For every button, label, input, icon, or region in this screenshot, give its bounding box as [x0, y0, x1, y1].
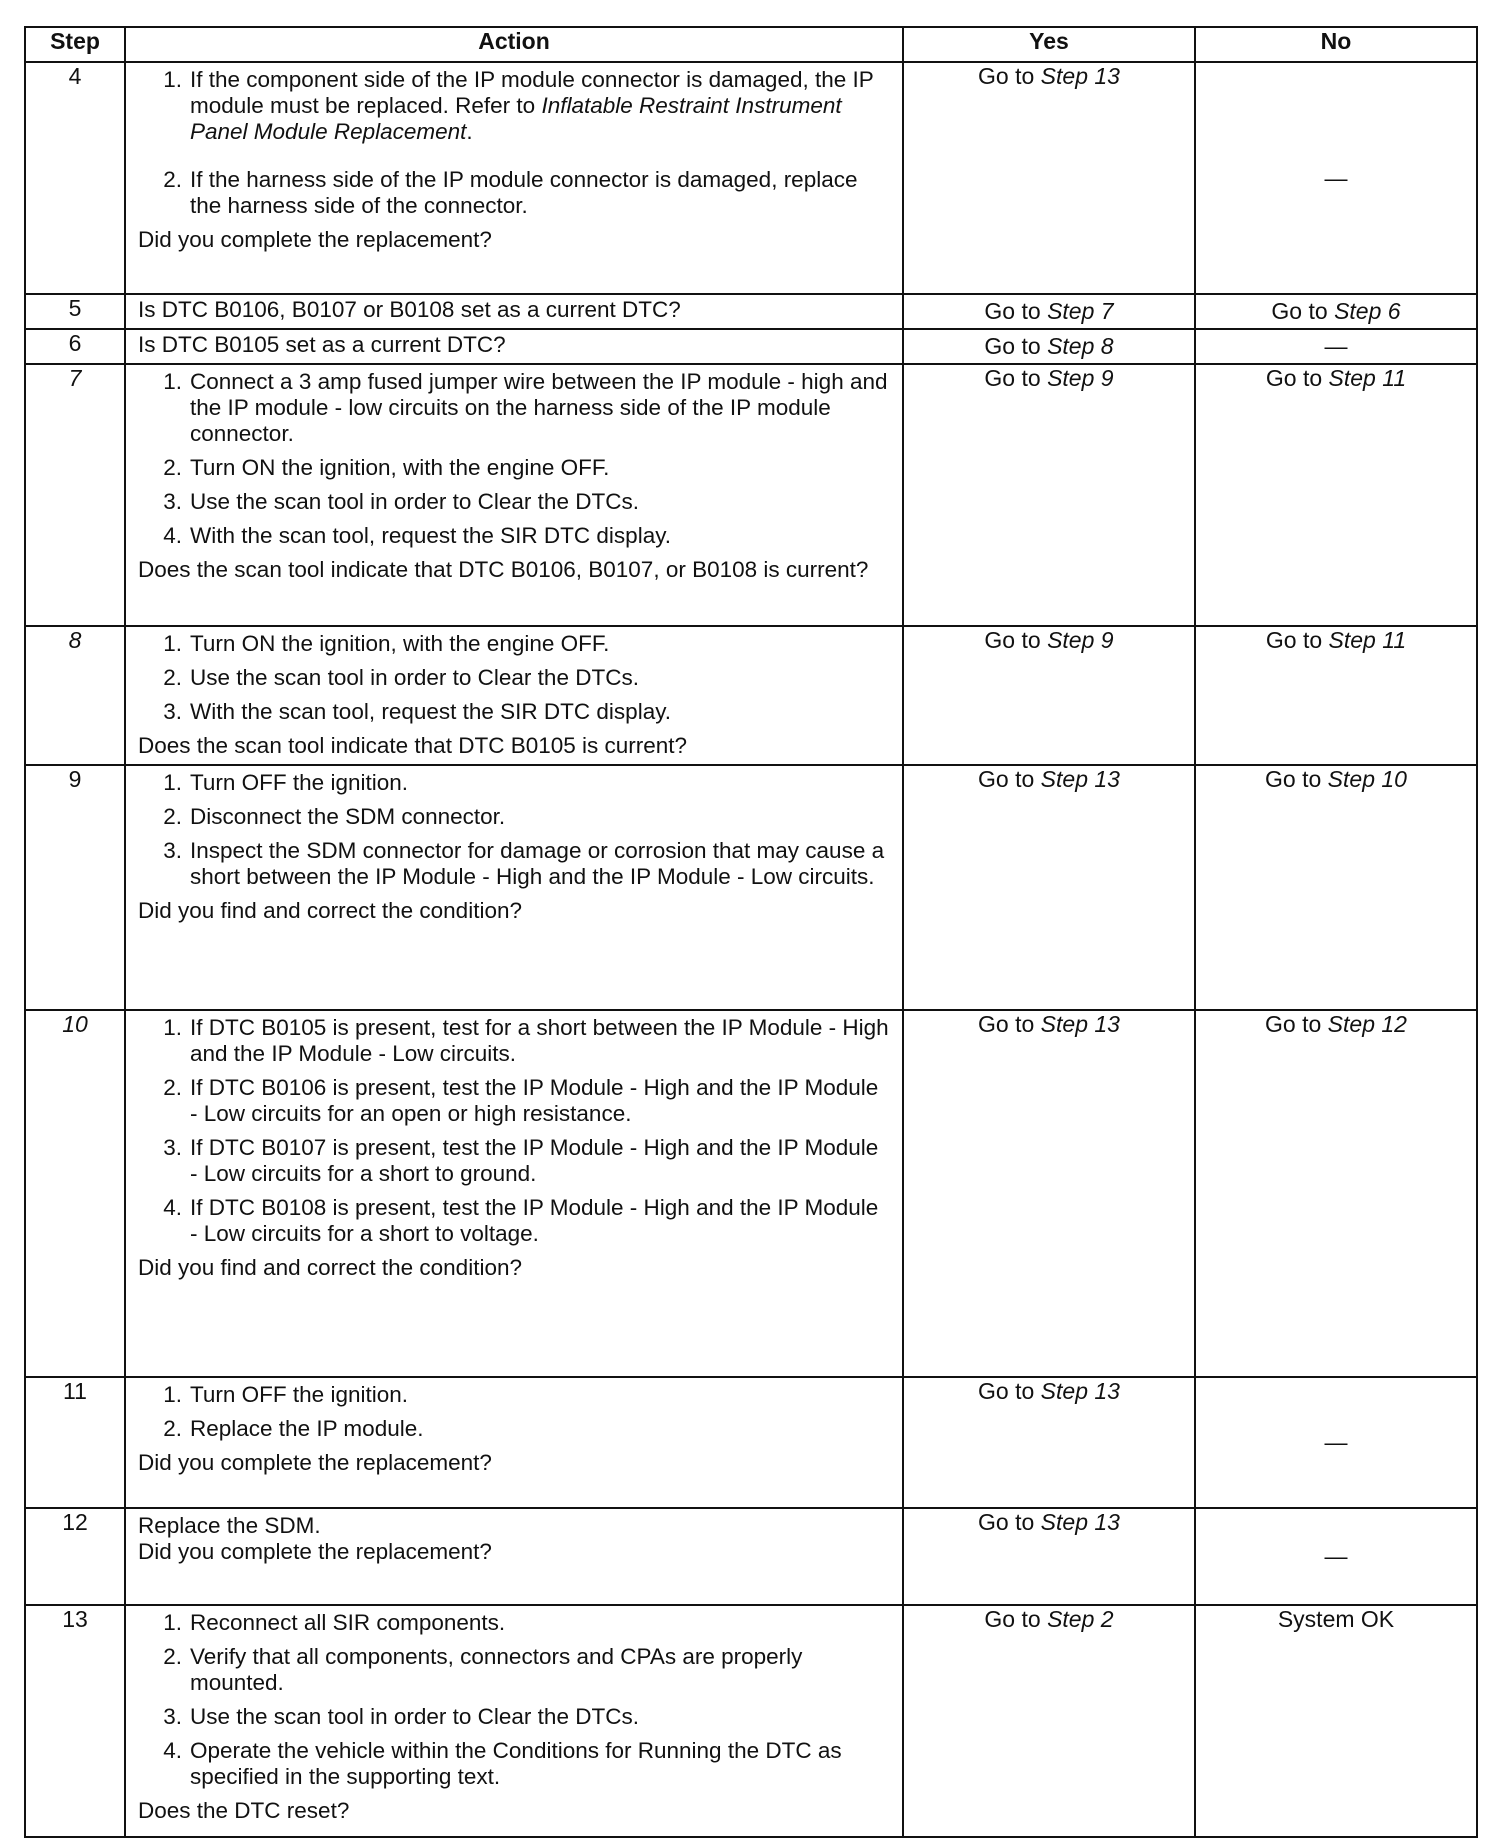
- question-text: Does the scan tool indicate that DTC B0105 is current?: [138, 733, 688, 758]
- procedure-reference: Inflatable Restraint Instrument Panel Module Replacement: [190, 93, 842, 144]
- go-to-label: Go to: [978, 1011, 1035, 1037]
- list-item: [138, 804, 890, 830]
- action-list: [138, 1610, 890, 1798]
- item-number: 1.: [163, 631, 182, 656]
- table-row: [25, 1010, 1477, 1377]
- no-cell: [1195, 765, 1477, 1010]
- list-item: [138, 1075, 890, 1127]
- yes-cell: [903, 62, 1195, 294]
- item-text: If DTC B0105 is present, test for a short between the IP Module - High and the IP Module - Low circuits.: [190, 1015, 889, 1066]
- item-number: 2.: [163, 1075, 182, 1100]
- step-reference: Step 6: [1334, 298, 1401, 324]
- step-reference: Step 2: [1047, 1606, 1114, 1632]
- go-to-label: Go to: [1265, 766, 1322, 792]
- item-number: 1.: [163, 67, 182, 92]
- go-to-label: Go to: [978, 1378, 1035, 1404]
- action-cell: [125, 1010, 903, 1377]
- go-to-label: Go to: [984, 333, 1041, 359]
- list-item: [138, 1135, 890, 1187]
- go-to-label: Go to: [1265, 365, 1323, 391]
- question-text: Does the DTC reset?: [138, 1798, 350, 1823]
- item-number: 1.: [163, 1015, 182, 1040]
- diagnostic-table: [24, 26, 1478, 1838]
- go-to-label: Go to: [978, 1509, 1035, 1535]
- action-list: [138, 369, 890, 557]
- no-cell: [1195, 294, 1477, 329]
- list-item: [138, 699, 890, 725]
- yes-cell: [903, 765, 1195, 1010]
- action-cell: [125, 364, 903, 626]
- item-text: Operate the vehicle within the Conditions for Running the DTC as specified in the supporting text.: [190, 1738, 842, 1789]
- item-text: Connect a 3 amp fused jumper wire between the IP module - high and the IP module - low circuits on the harness side of the IP module connector.: [190, 369, 888, 446]
- no-cell: —: [1195, 1508, 1477, 1605]
- item-text: Verify that all components, connectors and CPAs are properly mounted.: [190, 1644, 803, 1695]
- item-text: With the scan tool, request the SIR DTC display.: [190, 523, 672, 548]
- yes-cell: [903, 1010, 1195, 1377]
- action-list: [138, 631, 890, 733]
- item-text: If the component side of the IP module connector is damaged, the IP module must be replaced. Refer to: [190, 67, 874, 118]
- table-row: [25, 626, 1477, 765]
- item-text: If DTC B0107 is present, test the IP Module - High and the IP Module - Low circuits for a short to ground.: [190, 1135, 879, 1186]
- list-item: [138, 489, 890, 515]
- step-number: 12: [25, 1508, 125, 1605]
- yes-cell: [903, 1508, 1195, 1605]
- item-text: Inspect the SDM connector for damage or corrosion that may cause a short between the IP Module - High and the IP Module - Low circuits.: [190, 838, 885, 889]
- item-number: 4.: [163, 1738, 182, 1763]
- step-reference: Step 11: [1328, 365, 1407, 391]
- yes-cell: [903, 1377, 1195, 1508]
- list-item: [138, 1382, 890, 1408]
- item-number: 3.: [163, 838, 182, 863]
- go-to-label: Go to: [978, 766, 1035, 792]
- step-reference: Step 11: [1328, 627, 1407, 653]
- step-reference: Step 13: [1040, 1509, 1120, 1535]
- item-number: 3.: [163, 489, 182, 514]
- item-text: If the harness side of the IP module connector is damaged, replace the harness side of the connector.: [190, 167, 858, 218]
- question-text: Did you find and correct the condition?: [138, 898, 522, 923]
- step-reference: Step 13: [1040, 1378, 1120, 1404]
- go-to-label: Go to: [1265, 627, 1323, 653]
- item-number: 4.: [163, 1195, 182, 1220]
- question-text: Is DTC B0105 set as a current DTC?: [138, 332, 506, 357]
- table-row: [25, 1605, 1477, 1837]
- item-number: 1.: [163, 1610, 182, 1635]
- list-item: [138, 523, 890, 549]
- step-reference: Step 10: [1327, 766, 1407, 792]
- step-number: 4: [25, 62, 125, 294]
- list-item: [138, 1704, 890, 1730]
- action-cell: [125, 1508, 903, 1605]
- yes-cell: [903, 364, 1195, 626]
- item-number: 2.: [163, 804, 182, 829]
- item-text: Turn ON the ignition, with the engine OFF.: [190, 455, 610, 480]
- go-to-label: Go to: [984, 1606, 1041, 1632]
- question-text: Does the scan tool indicate that DTC B0106, B0107, or B0108 is current?: [138, 557, 869, 582]
- step-number: 6: [25, 329, 125, 364]
- item-number: 2.: [163, 455, 182, 480]
- step-number: 13: [25, 1605, 125, 1837]
- table-row: [25, 364, 1477, 626]
- step-reference: Step 9: [1047, 627, 1114, 653]
- list-item: [138, 455, 890, 481]
- table-row: [25, 62, 1477, 294]
- item-text: Use the scan tool in order to Clear the DTCs.: [190, 1704, 639, 1729]
- list-item: [138, 1416, 890, 1442]
- item-text: If DTC B0108 is present, test the IP Module - High and the IP Module - Low circuits for a short to voltage.: [190, 1195, 879, 1246]
- header-no: No: [1195, 27, 1477, 62]
- step-reference: Step 12: [1327, 1011, 1407, 1037]
- go-to-label: Go to: [984, 365, 1041, 391]
- item-number: 2.: [163, 167, 182, 192]
- action-cell: [125, 62, 903, 294]
- go-to-label: Go to: [984, 298, 1041, 324]
- item-number: 3.: [163, 699, 182, 724]
- step-reference: Step 13: [1040, 1011, 1120, 1037]
- go-to-label: Go to: [984, 627, 1041, 653]
- go-to-label: Go to: [1271, 298, 1328, 324]
- question-text: Did you find and correct the condition?: [138, 1255, 522, 1280]
- table-row: [25, 1508, 1477, 1605]
- item-text: Turn OFF the ignition.: [190, 1382, 409, 1407]
- yes-cell: [903, 294, 1195, 329]
- list-item: [138, 838, 890, 890]
- no-cell: —: [1195, 1377, 1477, 1508]
- item-number: 1.: [163, 1382, 182, 1407]
- header-step: Step: [25, 27, 125, 62]
- table-row: [25, 294, 1477, 329]
- yes-cell: [903, 329, 1195, 364]
- yes-cell: [903, 626, 1195, 765]
- action-cell: [125, 1377, 903, 1508]
- list-item: [138, 665, 890, 691]
- header-yes: Yes: [903, 27, 1195, 62]
- action-cell: [125, 1605, 903, 1837]
- item-number: 1.: [163, 369, 182, 394]
- table-row: [25, 1377, 1477, 1508]
- action-list: [138, 67, 890, 227]
- action-list: [138, 1382, 890, 1450]
- step-reference: Step 13: [1040, 766, 1120, 792]
- list-item: [138, 369, 890, 447]
- no-cell: [1195, 1010, 1477, 1377]
- item-text: Reconnect all SIR components.: [190, 1610, 506, 1635]
- action-cell: [125, 329, 903, 364]
- step-reference: Step 8: [1047, 333, 1114, 359]
- step-number: 8: [25, 626, 125, 765]
- item-number: 1.: [163, 770, 182, 795]
- item-text: Use the scan tool in order to Clear the DTCs.: [190, 489, 639, 514]
- item-text: With the scan tool, request the SIR DTC display.: [190, 699, 672, 724]
- action-list: [138, 770, 890, 898]
- item-text: Disconnect the SDM connector.: [190, 804, 506, 829]
- item-number: 2.: [163, 665, 182, 690]
- table-row: [25, 765, 1477, 1010]
- item-number: 3.: [163, 1135, 182, 1160]
- action-cell: [125, 626, 903, 765]
- step-number: 10: [25, 1010, 125, 1377]
- yes-cell: [903, 1605, 1195, 1837]
- question-text: Did you complete the replacement?: [138, 1539, 492, 1564]
- no-cell: —: [1195, 62, 1477, 294]
- action-text: Replace the SDM.: [138, 1513, 321, 1538]
- question-text: Is DTC B0106, B0107 or B0108 set as a current DTC?: [138, 297, 681, 322]
- step-reference: Step 9: [1047, 365, 1114, 391]
- list-item: [138, 1015, 890, 1067]
- header-action: Action: [125, 27, 903, 62]
- list-item: [138, 67, 890, 145]
- action-list: [138, 1015, 890, 1255]
- question-text: Did you complete the replacement?: [138, 1450, 492, 1475]
- no-cell: [1195, 626, 1477, 765]
- step-number: 9: [25, 765, 125, 1010]
- action-cell: [125, 765, 903, 1010]
- action-cell: [125, 294, 903, 329]
- step-reference: Step 7: [1047, 298, 1114, 324]
- item-text: Turn OFF the ignition.: [190, 770, 409, 795]
- list-item: [138, 167, 890, 219]
- step-number: 11: [25, 1377, 125, 1508]
- list-item: [138, 631, 890, 657]
- item-text: Use the scan tool in order to Clear the DTCs.: [190, 665, 639, 690]
- no-cell: System OK: [1195, 1605, 1477, 1837]
- item-number: 3.: [163, 1704, 182, 1729]
- item-number: 2.: [163, 1416, 182, 1441]
- no-cell: —: [1195, 329, 1477, 364]
- go-to-label: Go to: [978, 63, 1035, 89]
- question-text: Did you complete the replacement?: [138, 227, 492, 252]
- table-row: [25, 329, 1477, 364]
- go-to-label: Go to: [1265, 1011, 1322, 1037]
- list-item: [138, 770, 890, 796]
- list-item: [138, 1610, 890, 1636]
- step-number: 5: [25, 294, 125, 329]
- item-number: 2.: [163, 1644, 182, 1669]
- item-suffix: .: [466, 119, 473, 144]
- item-number: 4.: [163, 523, 182, 548]
- no-cell: [1195, 364, 1477, 626]
- list-item: [138, 1195, 890, 1247]
- table-header-row: [25, 27, 1477, 62]
- step-number: 7: [25, 364, 125, 626]
- list-item: [138, 1738, 890, 1790]
- item-text: Turn ON the ignition, with the engine OFF.: [190, 631, 610, 656]
- step-reference: Step 13: [1040, 63, 1120, 89]
- list-item: [138, 1644, 890, 1696]
- item-text: If DTC B0106 is present, test the IP Module - High and the IP Module - Low circuits for an open or high resistance.: [190, 1075, 879, 1126]
- item-text: Replace the IP module.: [190, 1416, 424, 1441]
